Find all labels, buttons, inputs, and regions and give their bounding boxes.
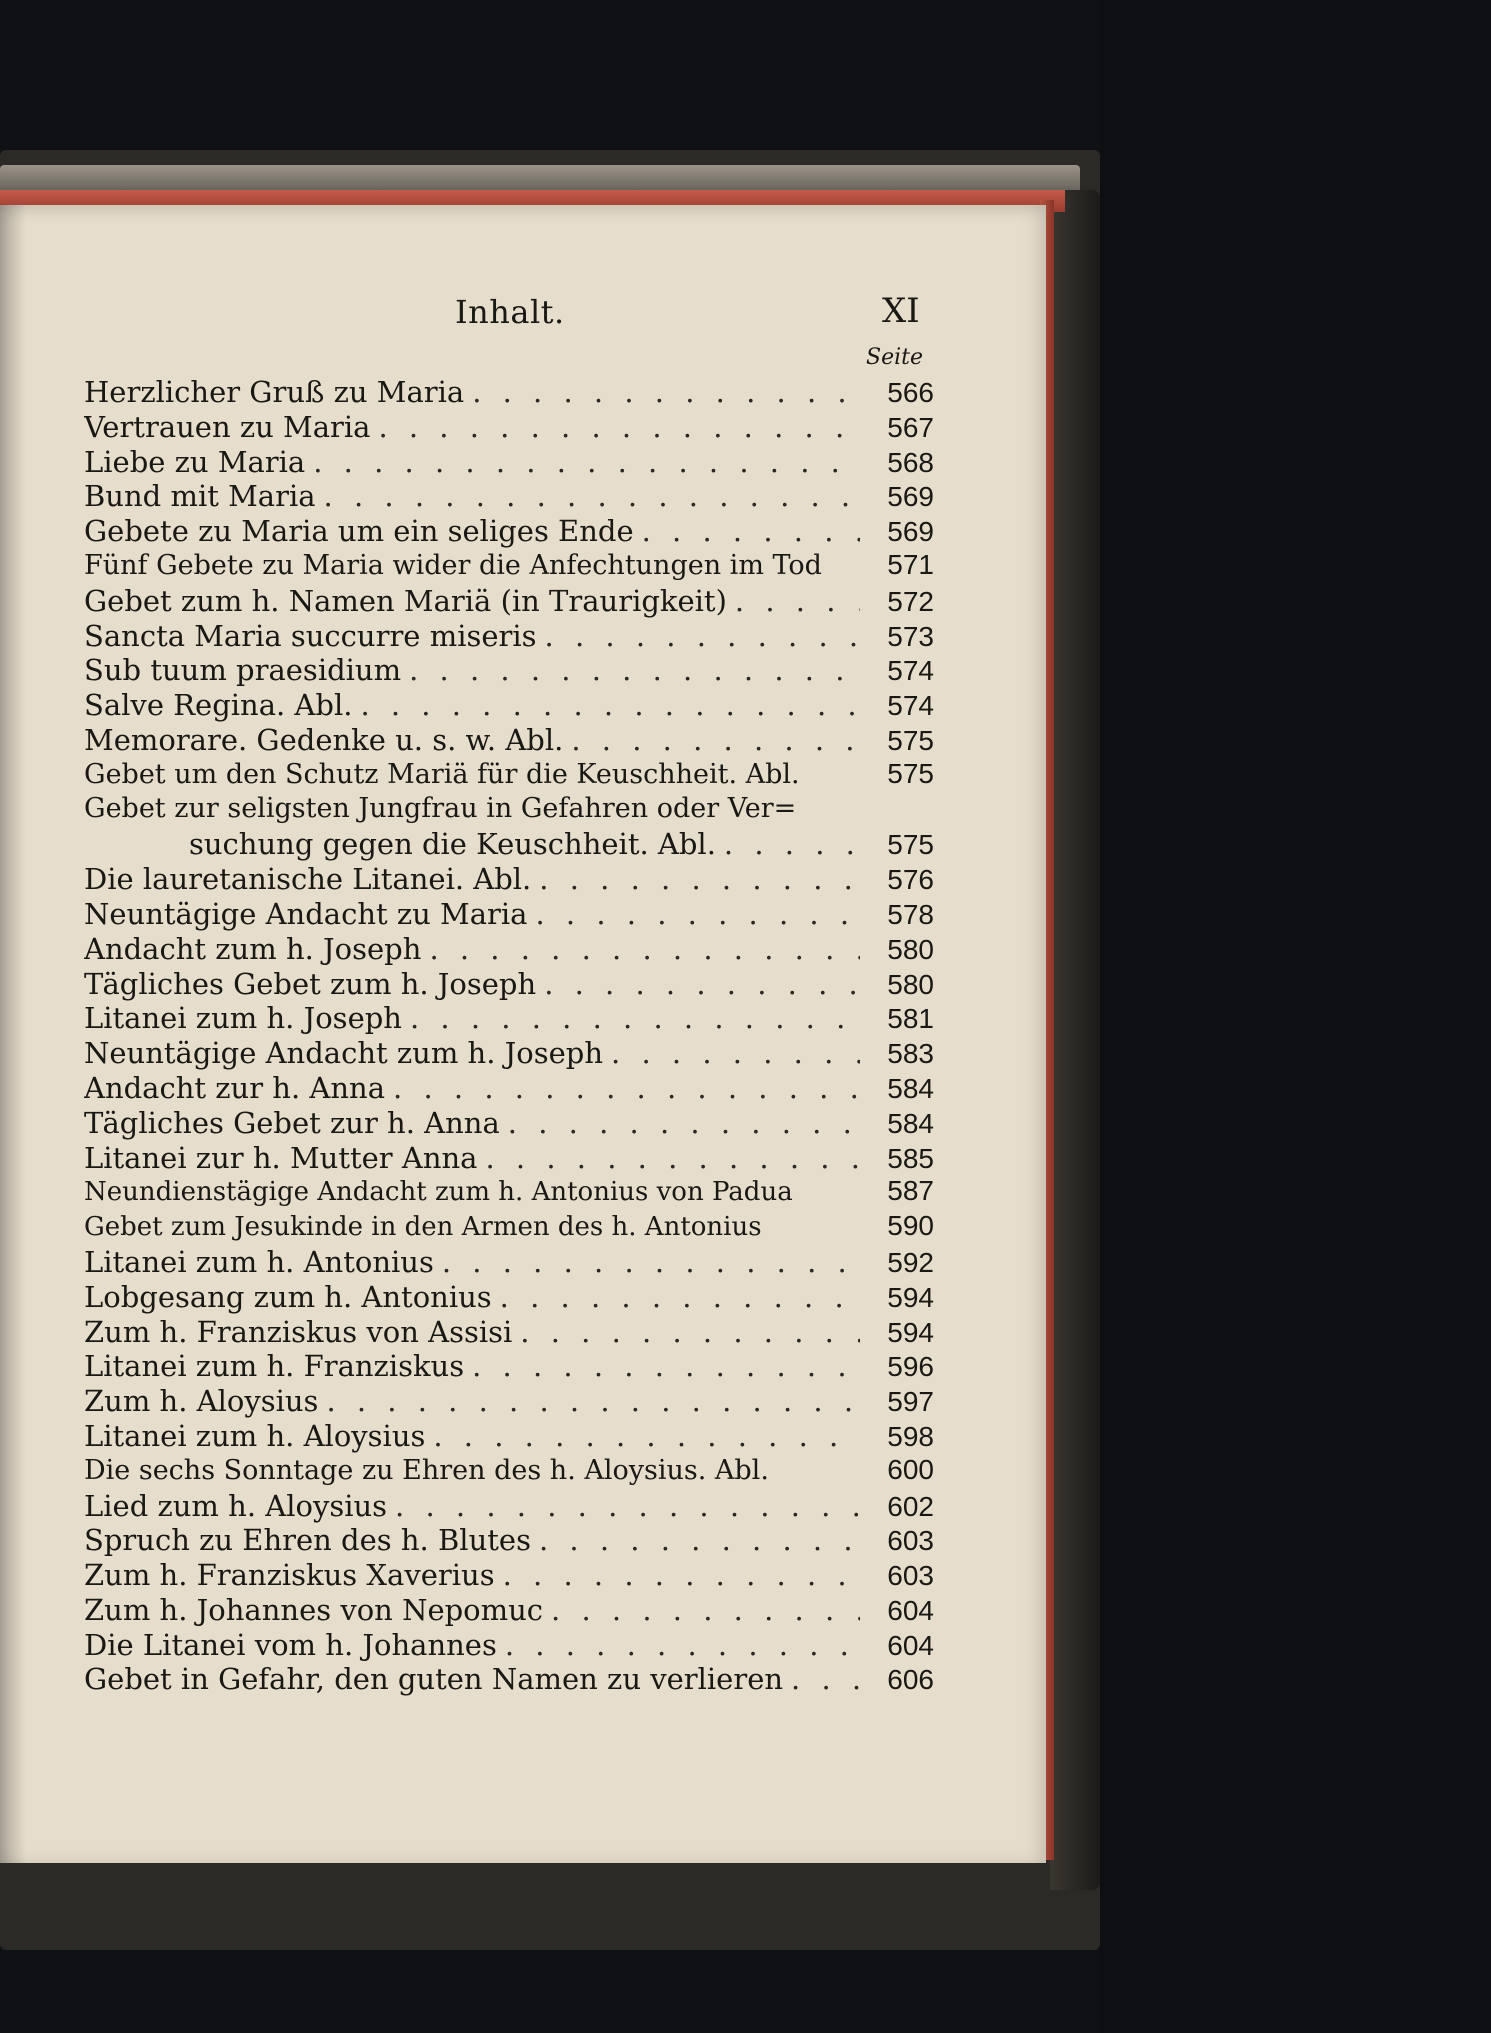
toc-entry-title: Andacht zum h. Joseph [84,931,422,966]
leader-dots [385,1071,860,1105]
leader-dots [434,1245,860,1279]
toc-entry-page: 569 [887,516,934,548]
toc-entry-page: 585 [887,1142,934,1174]
toc-entry-title: Fünf Gebete zu Maria wider die Anfechtungen im Tod [84,549,822,581]
toc-entry-title: Die sechs Sonntage zu Ehren des h. Aloysius. Abl. [84,1454,769,1486]
toc-entry [84,793,934,828]
toc-entry-page: 594 [887,1316,934,1348]
toc-entry-page: 584 [887,1072,934,1104]
leader-dots [425,1419,860,1453]
toc-entry-title: Gebet zum h. Namen Mariä (in Traurigkeit) [84,583,727,618]
leader-dots [783,1662,860,1696]
toc-entry-title: Gebet zum Jesukinde in den Armen des h. Antonius [84,1212,762,1243]
toc-entry [84,584,934,619]
toc-entry [84,479,934,514]
page-number: XI [882,291,920,331]
toc-entry-page: 590 [887,1210,934,1242]
toc-entry-title: Neundienstägige Andacht zum h. Antonius von Padua [84,1177,793,1208]
leader-dots [421,932,860,966]
toc-entry [84,1593,934,1628]
toc-entry-page: 580 [887,968,934,1000]
toc-entry-page: 596 [887,1351,934,1383]
toc-entry-title: Zum h. Franziskus Xaverius [84,1558,495,1593]
toc-entry-page: 574 [887,655,934,687]
book-page [0,205,1046,1863]
toc-entry [84,758,934,793]
toc-entry-page: 598 [887,1420,934,1452]
toc-entry-title: Lobgesang zum h. Antonius [84,1279,492,1314]
leader-dots [316,479,860,513]
toc-entry-title: Tägliches Gebet zum h. Joseph [84,966,537,1001]
leader-dots [531,1523,860,1557]
leader-dots [603,1036,860,1070]
toc-entry-title: Zum h. Johannes von Nepomuc [84,1592,544,1627]
leader-dots [527,897,860,931]
toc-entry-page: 604 [887,1594,934,1626]
toc-entry-title: Neuntägige Andacht zum h. Joseph [84,1036,604,1071]
toc-entry-page: 587 [887,1175,934,1207]
toc-entry-page: 574 [887,690,934,722]
leader-dots [716,827,860,861]
toc-entry-title: Herzlicher Gruß zu Maria [84,375,465,409]
toc-entry [84,1419,934,1454]
toc-entry-title: Sancta Maria succurre miseris [84,618,537,653]
toc-entry-page: 568 [887,446,934,478]
toc-entry [84,514,934,549]
toc-entry-title: Gebet um den Schutz Mariä für die Keuschheit. Abl. [84,758,800,790]
toc-entry-page: 603 [887,1560,934,1592]
toc-entry [84,967,934,1002]
toc-entry-page: 567 [887,411,934,443]
background-area [1100,0,1491,2033]
leader-dots [537,619,860,653]
toc-entry-title: Liebe zu Maria [84,444,306,479]
toc-entry [84,1384,934,1419]
leader-dots [536,967,860,1001]
toc-entry [84,1245,934,1280]
toc-entry [84,375,934,410]
toc-entry [84,619,934,654]
toc-entry [84,1349,934,1384]
toc-entry-page: 604 [887,1629,934,1661]
leader-dots [318,1384,860,1418]
toc-entry [84,932,934,967]
toc-entry-title: Litanei zur h. Mutter Anna [84,1140,478,1175]
toc-entry [84,1628,934,1663]
toc-entry-page: 575 [887,724,934,756]
leader-dots [497,1628,860,1662]
leader-dots [352,688,860,722]
toc-entry [84,1315,934,1350]
table-of-contents [84,375,934,1697]
toc-entry-title: Litanei zum h. Franziskus [84,1349,465,1384]
cover-right-edge [1050,190,1100,1890]
toc-entry [84,1558,934,1593]
toc-entry-page: 603 [887,1525,934,1557]
column-label: Seite [866,345,923,370]
toc-entry [84,1001,934,1036]
leader-dots [402,1001,860,1035]
toc-entry [84,445,934,480]
page-title: Inhalt. [455,293,565,331]
toc-entry-title: Zum h. Aloysius [84,1384,319,1419]
toc-entry [84,897,934,932]
toc-entry [84,1106,934,1141]
toc-entry-page: 581 [887,1003,934,1035]
toc-entry-title: Salve Regina. Abl. [84,688,353,723]
leader-dots [492,1280,860,1314]
leader-dots [401,653,860,687]
toc-entry-title: Gebet zur seligsten Jungfrau in Gefahren oder Ver= [84,792,797,824]
gutter-shadow [0,205,26,1863]
toc-entry-title: Spruch zu Ehren des h. Blutes [84,1523,531,1558]
toc-entry-title: Die Litanei vom h. Johannes [84,1627,497,1662]
toc-entry-title: Bund mit Maria [84,479,316,514]
leader-dots [370,410,860,444]
toc-entry-page: 597 [887,1386,934,1418]
toc-entry-title: Neuntägige Andacht zu Maria [84,896,528,931]
toc-entry-title: Andacht zur h. Anna [84,1070,386,1105]
toc-entry-page: 572 [887,585,934,617]
toc-entry-page: 575 [887,829,934,861]
toc-entry [84,1210,934,1245]
leader-dots [634,514,860,548]
leader-dots [500,1106,860,1140]
toc-entry-title: Gebete zu Maria um ein seliges Ende [84,514,634,549]
toc-entry-page: 600 [887,1453,934,1485]
toc-entry-page: 566 [887,377,934,408]
leader-dots [512,1315,860,1349]
toc-entry-page: 602 [887,1490,934,1522]
toc-entry-page: 583 [887,1038,934,1070]
leader-dots [387,1489,860,1523]
leader-dots [543,1593,860,1627]
toc-entry-title: Litanei zum h. Aloysius [84,1418,426,1453]
toc-entry-title: Sub tuum praesidium [84,653,402,688]
toc-entry-page: 575 [887,757,934,789]
toc-entry-title: Litanei zum h. Joseph [84,1001,402,1036]
toc-entry-title: Gebet in Gefahr, den guten Namen zu verlieren [84,1662,784,1697]
toc-entry-page: 580 [887,933,934,965]
toc-entry-title: suchung gegen die Keuschheit. Abl. [189,827,716,862]
toc-entry-page: 606 [887,1664,934,1696]
toc-entry [84,862,934,897]
toc-entry [84,653,934,688]
toc-entry [84,1141,934,1176]
toc-entry [84,1454,934,1489]
toc-entry-page: 576 [887,864,934,896]
toc-entry [84,1489,934,1524]
toc-entry-title: Tägliches Gebet zur h. Anna [84,1105,500,1140]
toc-entry [84,1036,934,1071]
leader-dots [531,862,860,896]
toc-entry [84,1523,934,1558]
leader-dots [305,445,860,479]
toc-entry [84,827,934,862]
toc-entry [84,1175,934,1210]
toc-entry [84,1280,934,1315]
leader-dots [464,375,860,409]
toc-entry [84,410,934,445]
toc-entry [84,549,934,584]
toc-entry-page: 578 [887,898,934,930]
toc-entry-page: 594 [887,1281,934,1313]
toc-entry-page: 592 [887,1246,934,1278]
toc-entry-page: 584 [887,1107,934,1139]
toc-entry-title: Lied zum h. Aloysius [84,1488,388,1523]
toc-entry [84,1662,934,1697]
leader-dots [563,723,860,757]
toc-entry [84,688,934,723]
toc-entry [84,723,934,758]
toc-entry-title: Zum h. Franziskus von Assisi [84,1314,513,1349]
toc-entry-title: Die lauretanische Litanei. Abl. [84,862,532,897]
leader-dots [727,584,860,618]
toc-entry-title: Litanei zum h. Antonius [84,1244,434,1279]
toc-entry-title: Memorare. Gedenke u. s. w. Abl. [84,722,564,757]
toc-entry [84,1071,934,1106]
toc-entry-title: Vertrauen zu Maria [84,409,371,444]
leader-dots [477,1141,860,1175]
toc-entry-page: 569 [887,481,934,513]
toc-entry-page: 573 [887,620,934,652]
leader-dots [464,1349,860,1383]
toc-entry-page: 571 [887,548,934,580]
leader-dots [495,1558,860,1592]
